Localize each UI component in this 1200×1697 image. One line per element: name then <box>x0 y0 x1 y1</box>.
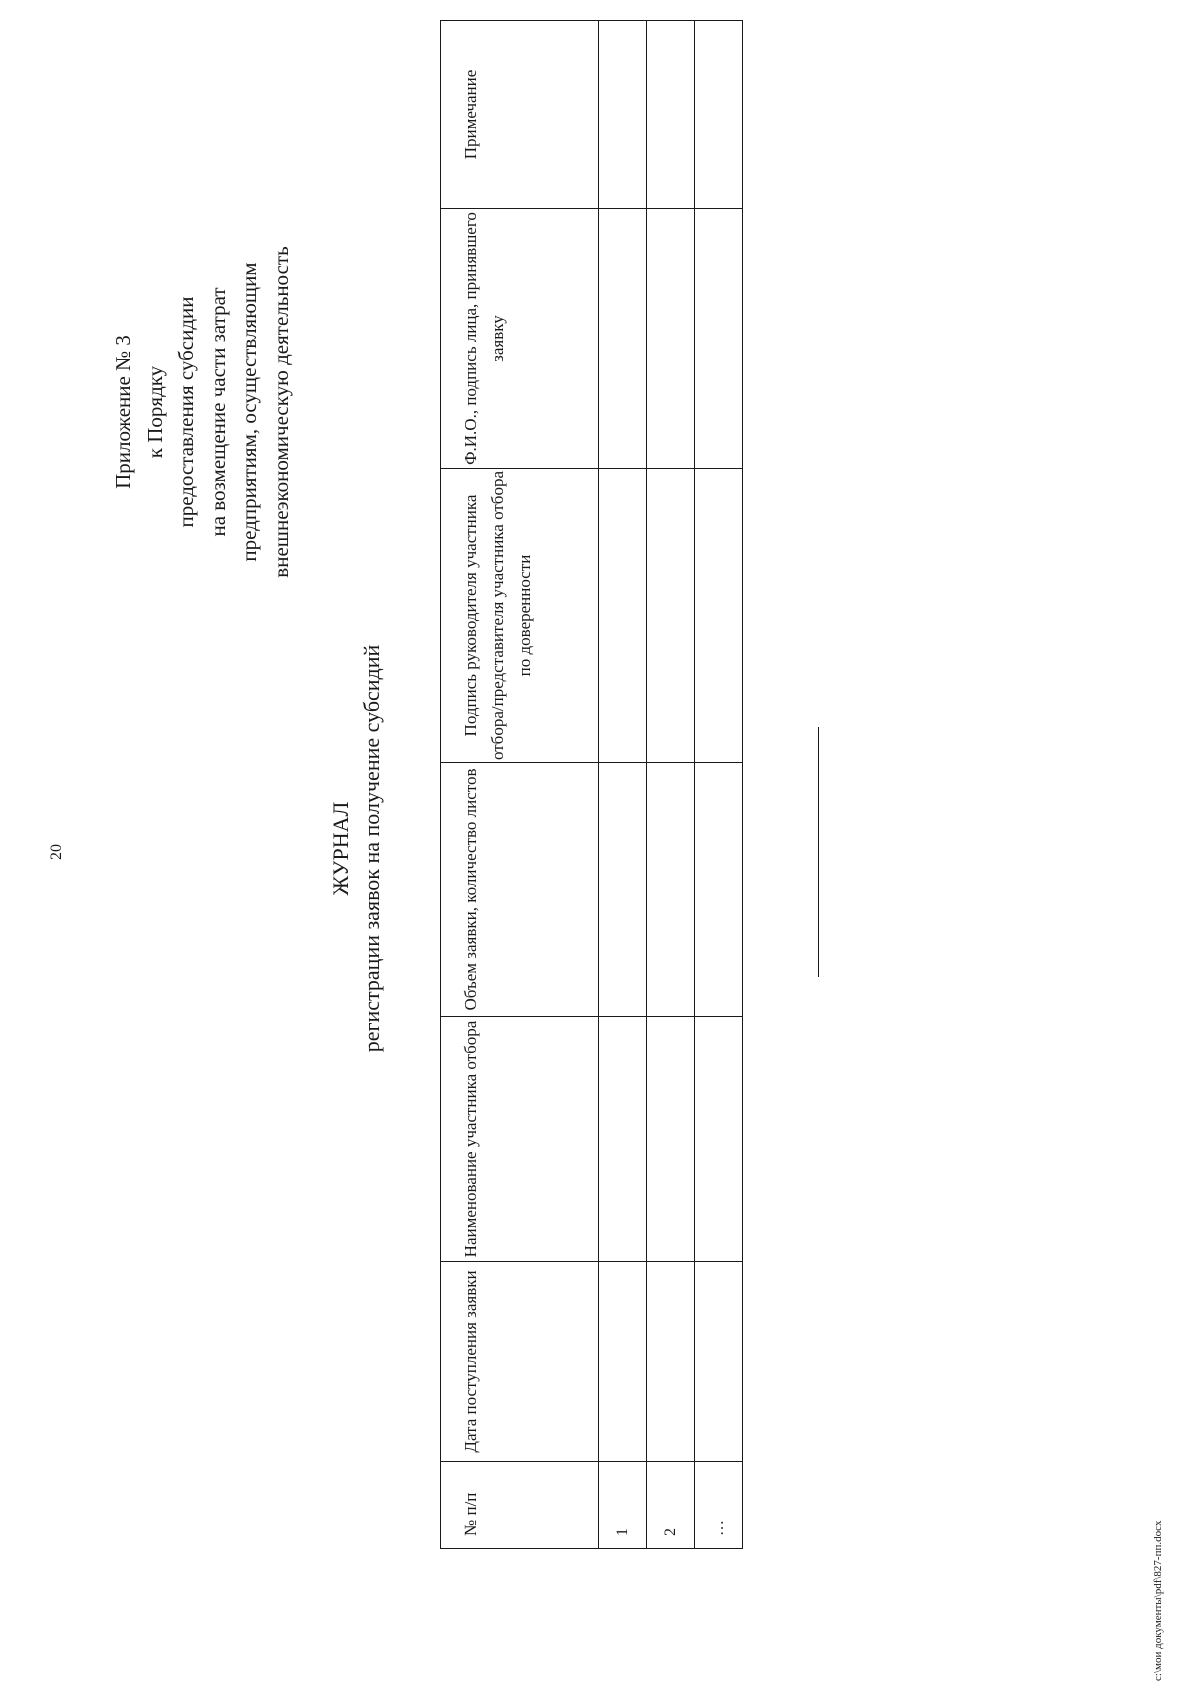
journal-subtitle: регистрации заявок на получение субсидий <box>359 644 384 1053</box>
table-cell <box>647 21 695 209</box>
table-cell <box>695 469 743 763</box>
header-application-volume: Объем заявки, количество листов <box>441 763 599 1017</box>
table-cell <box>647 1262 695 1462</box>
appendix-block <box>108 87 297 737</box>
table-cell <box>599 209 647 469</box>
journal-heading <box>325 0 387 1697</box>
table-row <box>599 21 647 1549</box>
table-cell <box>695 1017 743 1262</box>
header-participant-name: Наименование участника отбора <box>441 1017 599 1262</box>
appendix-line: Приложение № 3 <box>111 335 135 489</box>
appendix-line: на возмещение части затрат <box>205 287 230 537</box>
table-cell <box>599 763 647 1017</box>
table-cell <box>647 209 695 469</box>
table-row <box>695 21 743 1549</box>
registration-table <box>440 20 743 1549</box>
table-cell <box>647 763 695 1017</box>
appendix-line: предприятиям, осуществляющим <box>237 262 261 562</box>
journal-title: ЖУРНАЛ <box>328 801 353 896</box>
table-cell: … <box>695 1462 743 1549</box>
table-cell <box>599 1262 647 1462</box>
table-cell <box>599 1017 647 1262</box>
table-cell: 2 <box>647 1462 695 1549</box>
table-row <box>647 21 695 1549</box>
table-cell <box>695 209 743 469</box>
appendix-line: предоставления субсидии <box>174 296 198 528</box>
header-receiver-signature: Ф.И.О., подпись лица, принявшего заявку <box>441 209 599 469</box>
footer-file-path: c:\мои документы\pdf\827-пп.docx <box>1152 1520 1164 1681</box>
table-header-row <box>441 21 599 1549</box>
table-cell <box>695 763 743 1017</box>
header-date: Дата поступления заявки <box>441 1262 599 1462</box>
appendix-line: внешнеэкономическую деятельность <box>268 246 293 578</box>
header-note: Примечание <box>441 21 599 209</box>
section-divider-line <box>818 727 819 977</box>
appendix-line: к Порядку <box>142 365 167 459</box>
header-applicant-signature: Подпись руководителя участника отбора/представителя участника отбора по доверенности <box>441 469 599 763</box>
table-cell <box>695 1262 743 1462</box>
table-cell <box>647 1017 695 1262</box>
table-cell <box>599 469 647 763</box>
table-cell: 1 <box>599 1462 647 1549</box>
header-number: № п/п <box>441 1462 599 1549</box>
table-cell <box>695 21 743 209</box>
page-number: 20 <box>48 844 65 860</box>
table-cell <box>647 469 695 763</box>
table-cell <box>599 21 647 209</box>
